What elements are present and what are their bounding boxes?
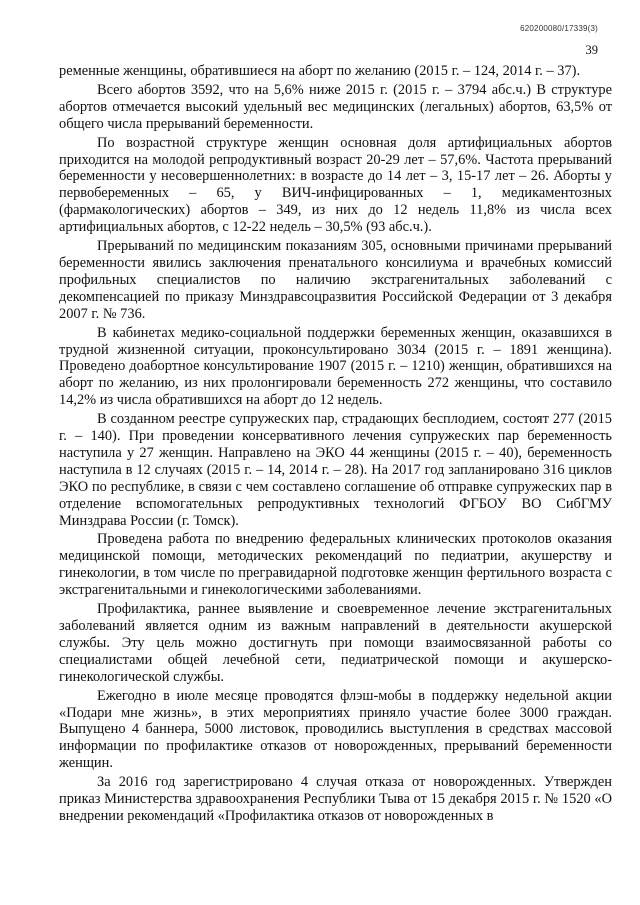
page-number: 39 [585, 43, 598, 57]
document-body [59, 63, 612, 827]
paragraph-8: Профилактика, раннее выявление и своевременное лечение экстрагенитальных заболеваний является одним из важным направлений в деятельности акушерской службы. Эту цель можно достигнуть при помощи взаимосвязанной работы со специалистами общей лечебной сети, педиатрической помощи и акушерско-гинекологической службы. [59, 601, 612, 685]
paragraph-9: Ежегодно в июле месяце проводятся флэш-мобы в поддержку недельной акции «Подари мне жизнь», в этих мероприятиях приняло участие более 3000 граждан. Выпущено 4 баннера, 5000 листовок, проводились выступления в средствах массовой информации по профилактике отказов от новорожденных, прерываний беременности женщин. [59, 687, 612, 772]
paragraph-10: За 2016 год зарегистрировано 4 случая отказа от новорожденных. Утвержден приказ Министерства здравоохранения Республики Тыва от 15 декабря 2015 г. № 1520 «О внедрении рекомендаций «Профилактика отказов от новорожденных в [59, 774, 612, 824]
paragraph-4: Прерываний по медицинским показаниям 305, основными причинами прерываний беременности явились заключения пренатального консилиума и врачебных комиссий профильных специалистов по наличию экстрагенитальных заболеваний с декомпенсацией по приказу Минздравсоцразвития Российской Федерации от 3 декабря 2007 г. № 736. [59, 238, 612, 322]
paragraph-1: ременные женщины, обратившиеся на аборт по желанию (2015 г. – 124, 2014 г. – 37). [59, 63, 581, 79]
paragraph-2: Всего абортов 3592, что на 5,6% ниже 2015 г. (2015 г. – 3794 абс.ч.) В структуре абортов отмечается высокий удельный вес медицинских (легальных) абортов, 63,5% от общего числа прерываний беременности. [59, 81, 612, 132]
document-id: 620200080/17339(3) [520, 24, 598, 33]
paragraph-7: Проведена работа по внедрению федеральных клинических протоколов оказания медицинской помощи, методических рекомендаций по педиатрии, акушерству и гинекологии, в том числе по прегравидарной подготовке женщин фертильного возраста с экстрагенитальными и гинекологическими заболеваниями. [59, 531, 612, 599]
paragraph-6: В созданном реестре супружеских пар, страдающих бесплодием, состоят 277 (2015 г. – 140). При проведении консервативного лечения супружеских пар беременность наступила у 27 женщин. Направлено на ЭКО 44 женщины (2015 г. – 40), беременность наступила в 12 случаях (2015 г. – 14, 2014 г. – 28). На 2017 год запланировано 316 циклов ЭКО по республике, в связи с чем составлено соглашение об отправке супружеских пар в отделение вспомогательных репродуктивных технологий ФГБОУ ВО СибГМУ Минздрава России (г. Томск). [59, 411, 612, 529]
paragraph-5: В кабинетах медико-социальной поддержки беременных женщин, оказавшихся в трудной жизненной ситуации, проконсультировано 3034 (2015 г. – 1891 женщина). Проведено доабортное консультирование 1907 (2015 г. – 1210) женщин, обратившихся на аборт по желанию, из них пролонгировали беременность 272 женщины, что составило 14,2% из числа обратившихся на аборт до 12 недель. [59, 324, 612, 409]
paragraph-3: По возрастной структуре женщин основная доля артифициальных абортов приходится на молодой репродуктивный возраст 20-29 лет – 57,6%. Частота прерываний беременности у несовершеннолетних: в возрасте до 14 лет – 3, 15-17 лет – 26. Аборты у первобеременных – 65, у ВИЧ-инфицированных – 1, медикаментозных (фармакологических) абортов – 349, из них до 12 недель 11,8% из числа всех артифициальных абортов, с 12-22 недель – 30,5% (93 абс.ч.). [59, 134, 612, 236]
